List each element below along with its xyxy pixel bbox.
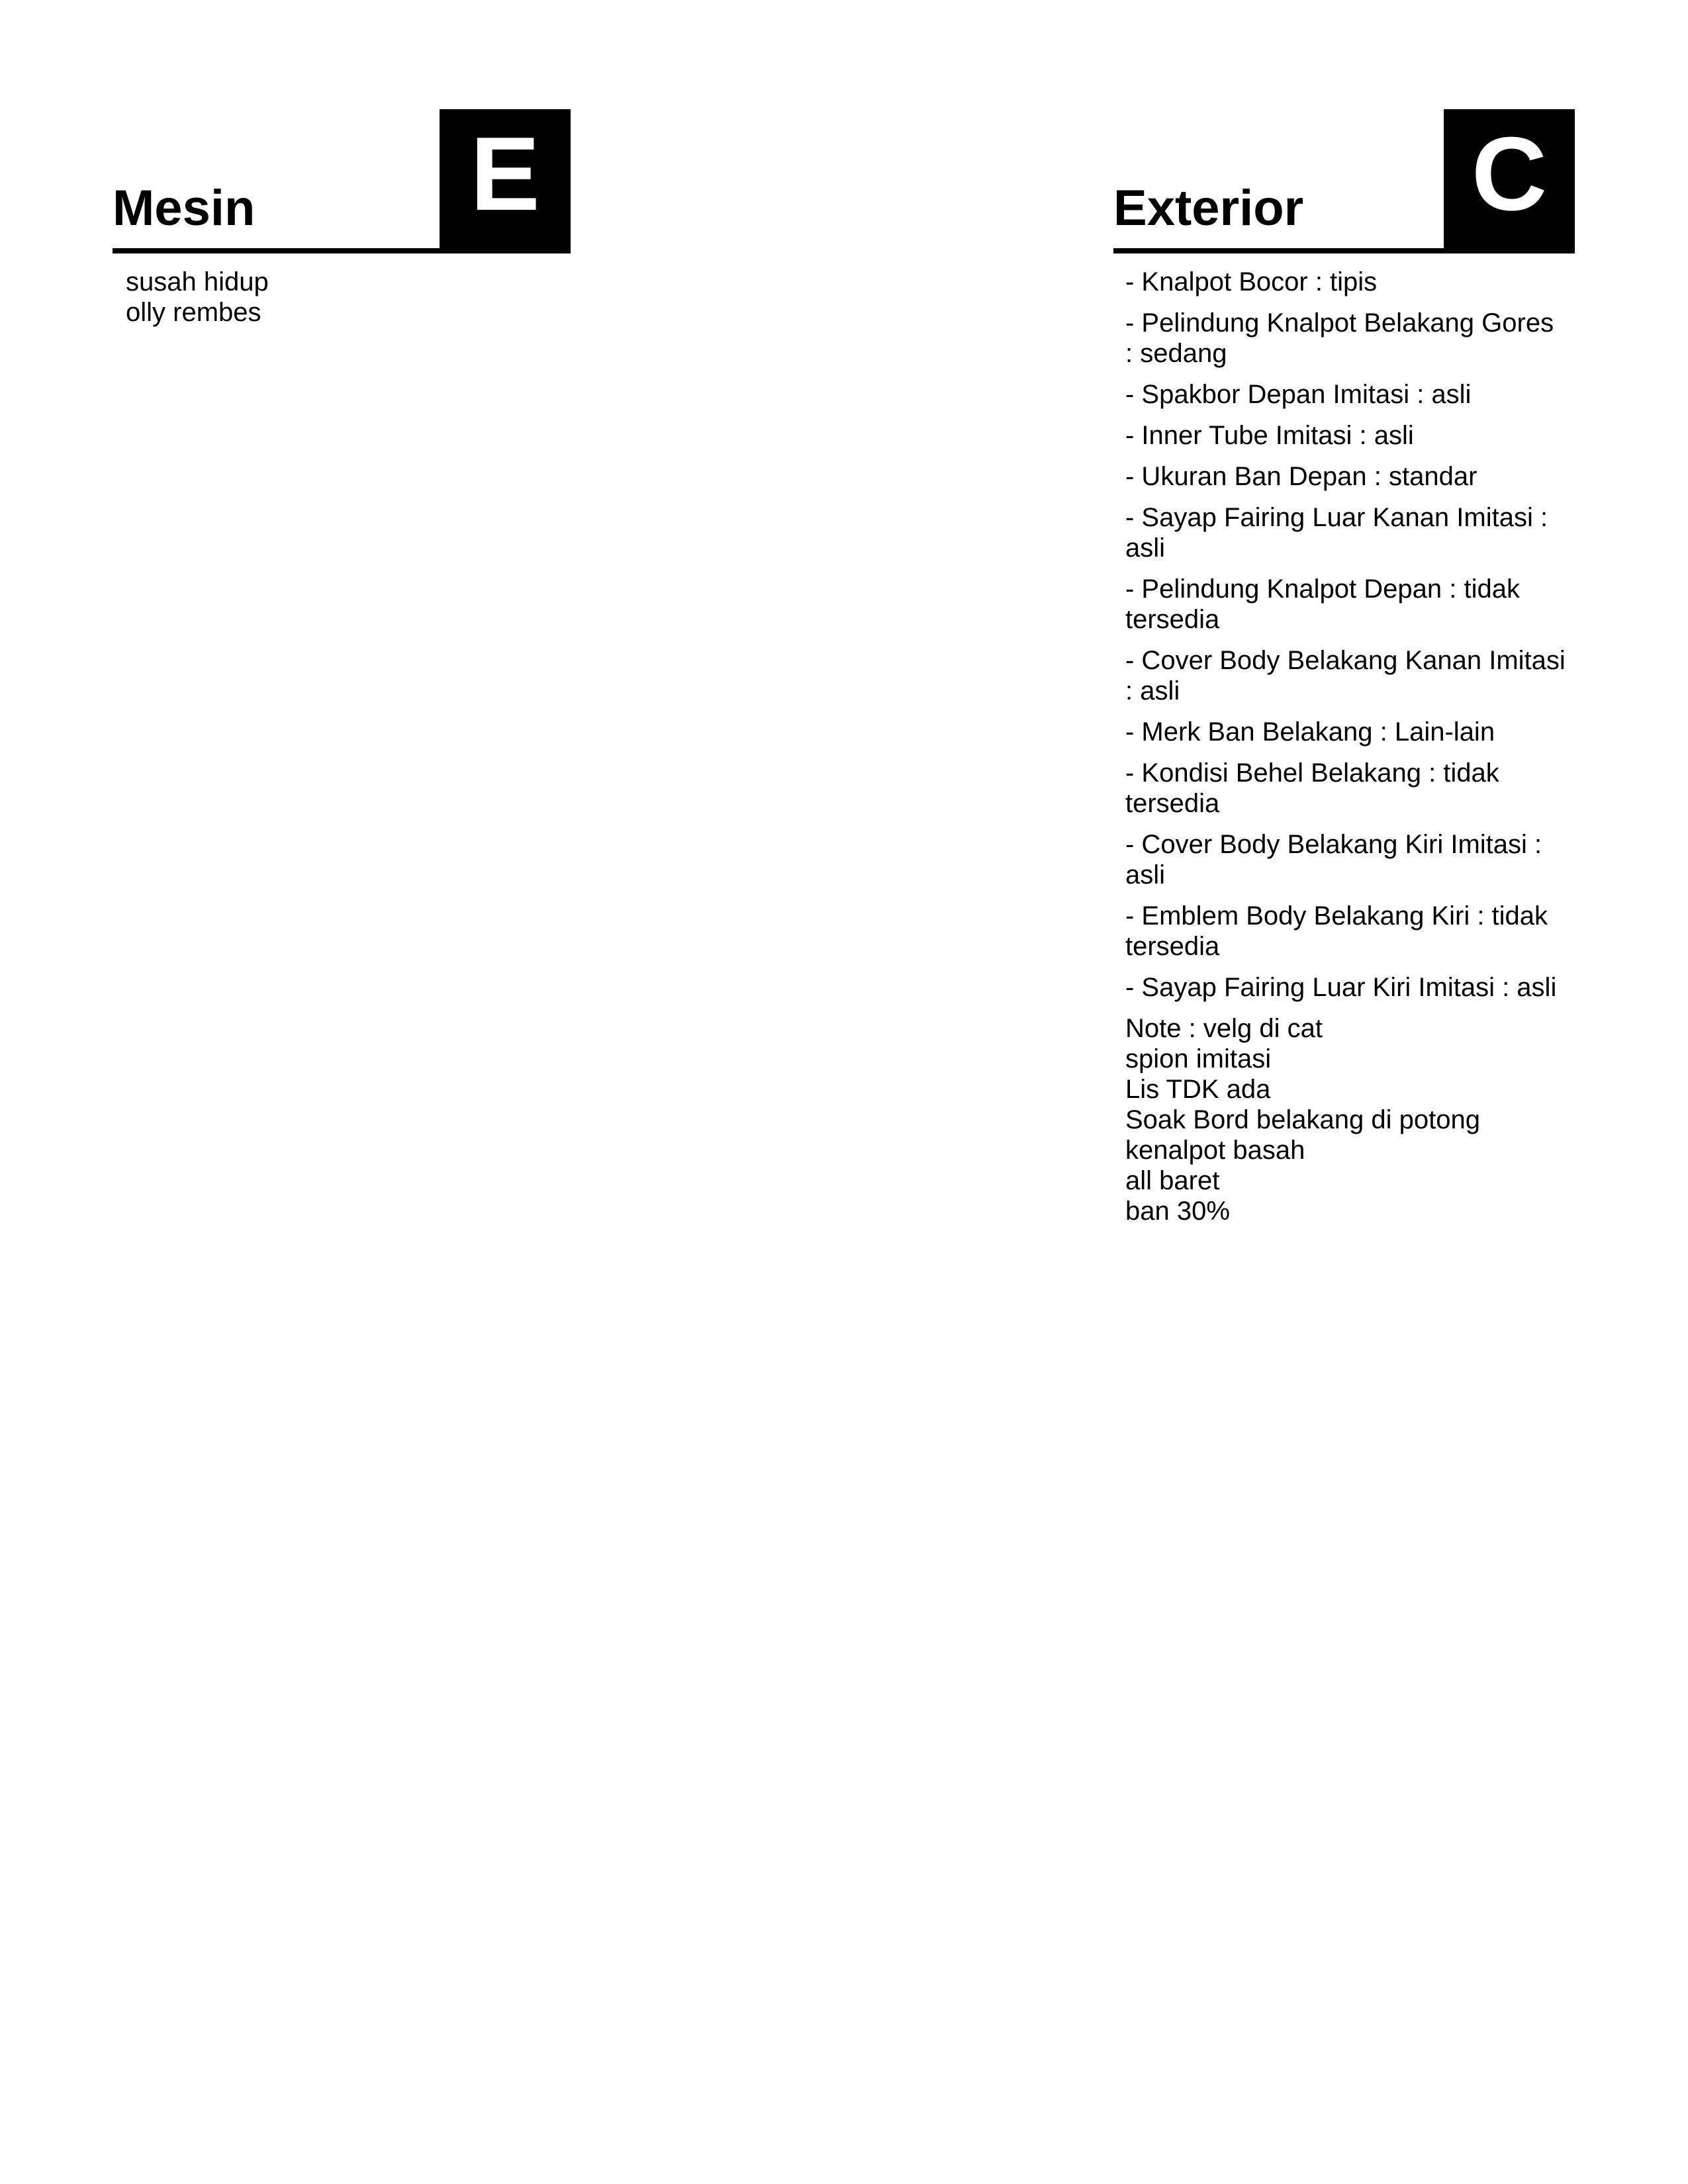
exterior-item: - Sayap Fairing Luar Kanan Imitasi : asli [1125,503,1548,563]
note-line: all baret [1125,1166,1220,1195]
exterior-item: - Pelindung Knalpot Belakang Gores : sedang [1125,308,1554,368]
mesin-title: Mesin [113,180,256,236]
note-line: Soak Bord belakang di potong [1125,1105,1480,1134]
mesin-line: susah hidup [126,267,269,296]
exterior-item: - Merk Ban Belakang : Lain-lain [1125,717,1495,747]
exterior-notes [1125,1013,1568,1226]
exterior-item: - Cover Body Belakang Kiri Imitasi : asli [1125,830,1542,889]
exterior-item: - Inner Tube Imitasi : asli [1125,421,1414,450]
exterior-item: - Cover Body Belakang Kanan Imitasi : asli [1125,646,1566,705]
note-line: spion imitasi [1125,1044,1272,1073]
exterior-grade-badge: C [1444,109,1575,248]
exterior-item: - Spakbor Depan Imitasi : asli [1125,380,1472,409]
mesin-header [113,109,571,253]
mesin-section [113,109,571,328]
mesin-grade-badge: E [440,109,571,248]
exterior-body [1113,253,1575,1226]
mesin-body [113,253,571,328]
note-line: kenalpot basah [1125,1136,1305,1165]
exterior-item: - Sayap Fairing Luar Kiri Imitasi : asli [1125,973,1557,1002]
exterior-section [1113,109,1575,1226]
exterior-item: - Pelindung Knalpot Depan : tidak tersedia [1125,574,1520,634]
note-line: Note : velg di cat [1125,1014,1323,1043]
exterior-header [1113,109,1575,253]
exterior-item: - Kondisi Behel Belakang : tidak tersedia [1125,758,1499,818]
mesin-line: olly rembes [126,298,261,327]
exterior-item-list [1125,267,1568,1003]
exterior-item: - Emblem Body Belakang Kiri : tidak tersedia [1125,901,1548,961]
note-line: Lis TDK ada [1125,1075,1271,1104]
exterior-title: Exterior [1113,180,1304,236]
exterior-item: - Ukuran Ban Depan : standar [1125,462,1477,491]
note-line: ban 30% [1125,1197,1230,1226]
exterior-item: - Knalpot Bocor : tipis [1125,267,1378,296]
